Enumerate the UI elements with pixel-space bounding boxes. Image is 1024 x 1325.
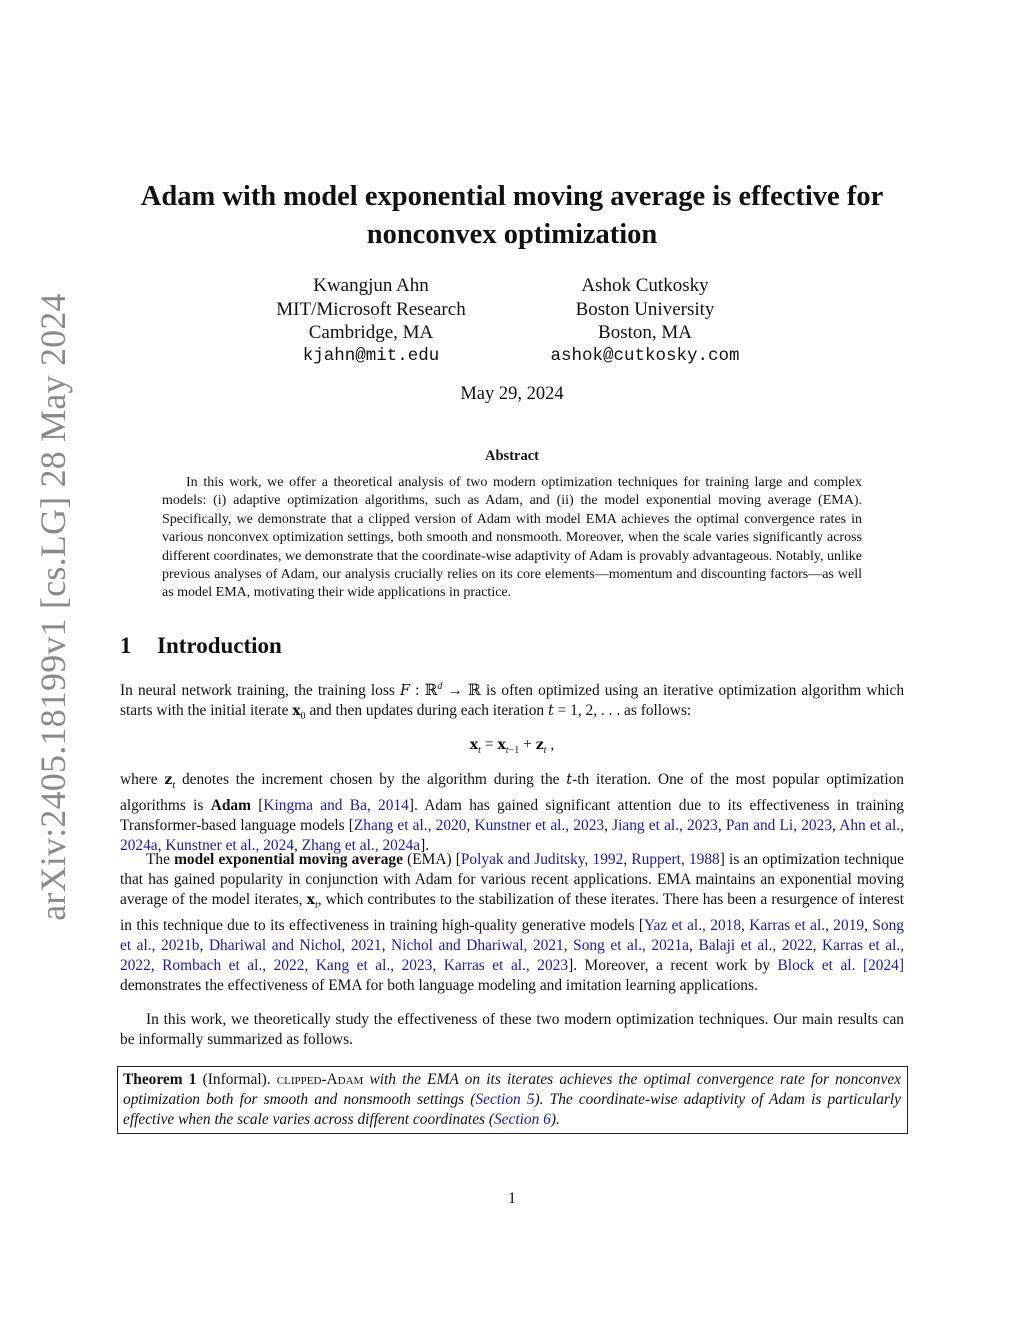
citation-link[interactable]: Ruppert, 1988: [631, 851, 720, 868]
author-block-1: [240, 274, 502, 368]
abstract-heading: Abstract: [485, 448, 539, 464]
arxiv-identifier-stamp: arXiv:2405.18199v1 [cs.LG] 28 May 2024: [33, 293, 73, 921]
section-ref-link[interactable]: Section 5: [475, 1091, 535, 1108]
citation-link[interactable]: Rombach et al., 2022: [162, 957, 305, 975]
author-affiliation: Boston University: [575, 298, 715, 320]
citation-link[interactable]: Karras et al., 2019: [749, 917, 865, 935]
page-number: 1: [508, 1190, 516, 1207]
theorem-box: Theorem 1 (Informal). clipped-Adam with the EMA on its iterates achieves the optimal convergence rate for nonconvex optimization both for smooth and nonsmooth settings (Section 5). The coordinate-wise adaptivity of Adam is particularly effective when the scale varies across different coordinates (Section 6).: [117, 1066, 908, 1134]
citation-link[interactable]: Karras et al., 2022: [120, 937, 905, 975]
paragraph-2: where $z_t$ denotes the increment chosen by the algorithm during the t-th iteration. One of the most popular optimization algorithms is Adam [Kingma and Ba, 2014]. Adam has gained significant attention due to its effectiveness in training Transformer-based language models [Zhang et al., 2020, Kunstner et al., 2023, Jiang et al., 2023, Pan and Li, 2023, Ahn et al., 2024a, Kunstner et al., 2024, Zhang et al., 2024a].: [120, 771, 904, 855]
citation-link[interactable]: Yaz et al., 2018: [644, 917, 742, 935]
citation-link[interactable]: Block et al. [2024]: [777, 957, 904, 975]
citation-link[interactable]: Polyak and Juditsky, 1992: [460, 851, 624, 868]
paragraph-1: In neural network training, the training loss F : ℝ$^d$ → ℝ is often optimized using an iterative optimization algorithm which starts with the initial iterate $x_0$ and then updates during each iteration t = 1, 2, . . . as follows:: [120, 681, 905, 723]
citation-link[interactable]: Karras et al., 2023: [443, 957, 569, 975]
citation-link[interactable]: Kunstner et al., 2023: [474, 817, 605, 835]
author-location: Cambridge, MA: [308, 322, 434, 343]
citation-link[interactable]: Zhang et al., 2024a: [301, 837, 421, 855]
citation-link[interactable]: Dhariwal and Nichol, 2021: [208, 937, 382, 955]
citation-link[interactable]: Jiang et al., 2023: [612, 817, 718, 835]
equation-update-rule: $x_t = x_{t-1} + z_t$ ,: [469, 736, 555, 757]
citation-link[interactable]: Nichol and Dhariwal, 2021: [391, 937, 564, 955]
citation-link[interactable]: Balaji et al., 2022: [698, 937, 813, 955]
section-title: Introduction: [157, 633, 282, 658]
paragraph-3: The model exponential moving average (EMA) [Polyak and Juditsky, 1992, Ruppert, 1988] is an optimization technique that has gained popularity in conjunction with Adam for various recent applications. EMA maintains an exponential moving average of the model iterates, $x_t$, which contributes to the stabilization of these iterates. There has been a resurgence of interest in this technique due to its effectiveness in training high-quality generative models [Yaz et al., 2018, Karras et al., 2019, Song et al., 2021b, Dhariwal and Nichol, 2021, Nichol and Dhariwal, 2021, Song et al., 2021a, Balaji et al., 2022, Karras et al., 2022, Rombach et al., 2022, Kang et al., 2023, Karras et al., 2023]. Moreover, a recent work by Block et al. [2024] demonstrates the effectiveness of EMA for both language modeling and imitation learning applications.: [120, 851, 905, 995]
theorem-label: Theorem 1: [123, 1071, 197, 1088]
citation-link[interactable]: Song et al., 2021a: [573, 937, 690, 955]
citation-link[interactable]: Kang et al., 2023: [315, 957, 433, 975]
author-name: Ashok Cutkosky: [581, 275, 709, 296]
section-heading: [120, 633, 282, 659]
author-location: Boston, MA: [598, 322, 692, 343]
section-number: 1: [120, 633, 132, 658]
citation-link[interactable]: Zhang et al., 2020: [353, 817, 467, 835]
citation-link[interactable]: Pan and Li, 2023: [725, 817, 833, 835]
author-name: Kwangjun Ahn: [313, 275, 429, 296]
author-block-2: [522, 274, 768, 368]
paper-title: Adam with model exponential moving average is effective for nonconvex optimization: [140, 181, 884, 250]
citation-link[interactable]: Ahn et al., 2024a: [120, 817, 904, 855]
author-affiliation: MIT/Microsoft Research: [276, 298, 466, 320]
paper-date: May 29, 2024: [460, 384, 564, 404]
algorithm-name: clipped-Adam: [276, 1071, 364, 1088]
citation-link[interactable]: Kunstner et al., 2024: [165, 837, 294, 855]
citation-link[interactable]: Song et al., 2021b: [120, 917, 904, 955]
author-email: ashok@cutkosky.com: [550, 345, 740, 366]
citation-link[interactable]: Kingma and Ba, 2014: [263, 797, 409, 815]
paragraph-4: In this work, we theoretically study the effectiveness of these two modern optimization techniques. Our main results can be informally summarized as follows.: [120, 1011, 904, 1048]
section-ref-link[interactable]: Section 6: [493, 1111, 551, 1128]
abstract-text: In this work, we offer a theoretical analysis of two modern optimization techniques for training large and complex models: (i) adaptive optimization algorithms, such as Adam, and (ii) the model exponential moving average (EMA). Specifically, we demonstrate that a clipped version of Adam with model EMA achieves the optimal convergence rates in various nonconvex optimization settings, both smooth and nonsmooth. Moreover, when the scale varies significantly across different coordinates, we demonstrate that the coordinate-wise adaptivity of Adam is provably advantageous. Notably, unlike previous analyses of Adam, our analysis crucially relies on its core elements—momentum and discounting factors—as well as model EMA, motivating their wide applications in practice.: [162, 475, 862, 601]
author-email: kjahn@mit.edu: [302, 345, 440, 366]
theorem-tag: (Informal).: [202, 1071, 271, 1088]
